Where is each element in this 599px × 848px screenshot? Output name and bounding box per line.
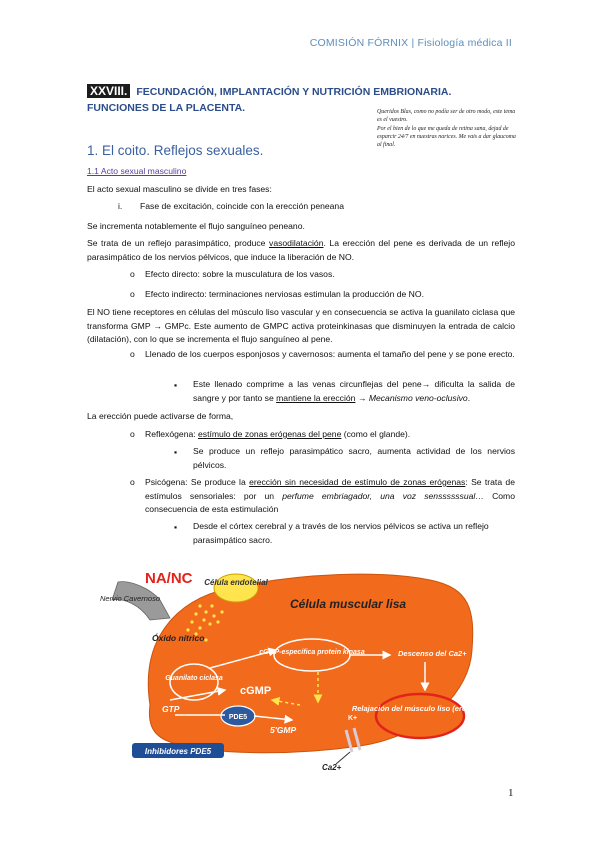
na-nc-label: NA/NC (145, 570, 193, 587)
bullet-indirect-effect: Efecto indirecto: terminaciones nerviosas estimulan la producción de NO. (145, 289, 424, 299)
bullet-psychogenic: Psicógena: Se produce la erección sin necesidad de estímulo de zonas erógenas: Se trata de estímulos sensoriales: por un perfume embriagador, una voz senssssssual… Como consecuencia de esta estimulación (145, 477, 515, 514)
page-number: 1 (508, 787, 514, 799)
relaxation-box (376, 694, 464, 738)
section-title: 1. El coito. Reflejos sexuales. (87, 143, 264, 158)
bullet-icon: o (130, 289, 135, 299)
page-header: COMISIÓN FÓRNIX | Fisiología médica II (309, 37, 512, 49)
inhibitors-label: Inhibidores PDE5 (144, 747, 212, 756)
bullet-icon: o (130, 269, 135, 279)
paragraph-intro: El acto sexual masculino se divide en tres fases: (87, 184, 272, 194)
paragraph-activation: La erección puede activarse de forma, (87, 411, 234, 421)
paragraph-reflex: Se trata de un reflejo parasimpático, produce vasodilatación. La erección del pene es derivada de un reflejo parasimpático de los nervios pélvicos, que induce la liberación de NO. (87, 238, 515, 262)
muscle-cell-title: Célula muscular lisa (290, 597, 407, 611)
underline-vasodilatacion: vasodilatación (269, 238, 324, 248)
ca-arrow (336, 752, 350, 764)
subbullet-veno-occlusive: Este llenado comprime a las venas circunflejas del pene→ dificulta la salida de sangre y por tanto se mantiene la erección → Mecanismo veno-oclusivo. (193, 379, 515, 403)
subbullet-cortex: Desde el córtex cerebral y a través de los nervios pélvicos se activa un reflejo parasimpático sacro. (193, 521, 489, 545)
underline-mantiene: mantiene la erección (276, 392, 356, 403)
bullet-icon: o (130, 477, 135, 487)
bullet-reflexogenic: Reflexógena: estímulo de zonas erógenas del pene (como el glande). (145, 429, 411, 439)
guanylate-label: Guanilato ciclasa (165, 675, 223, 682)
square-bullet-icon: ▪ (174, 380, 178, 390)
gmp5-label: 5'GMP (270, 725, 297, 735)
relaxation-label: Relajación del músculo liso (erección) (351, 704, 489, 713)
gtp-label: GTP (162, 704, 180, 714)
cgmp-label: cGMP (240, 685, 272, 697)
paragraph-flow: Se incrementa notablemente el flujo sanguíneo peneano. (87, 221, 305, 231)
side-note-line1: Queridos Blas, como no podía ser de otro modo, este tema es el vuestro. (377, 109, 516, 124)
item-i-number: i. (118, 201, 123, 211)
paragraph-no-receptors: El NO tiene receptores en células del músculo liso vascular y en consecuencia se activa la guanilato ciclasa que transforma GMP → GMPc. Este aumento de GMPC activa proteinkinasas que disminuyen la entrada de calcio (dilatación), con lo que se incrementa el flujo sanguíneo al pene. (87, 307, 515, 344)
subsection-title: 1.1 Acto sexual masculino (87, 166, 187, 176)
subbullet-sacral-reflex: Se produce un reflejo parasimpático sacro, aumenta actividad de los nervios pélvicos. (193, 446, 515, 470)
bullet-direct-effect: Efecto directo: sobre la musculatura de los vasos. (145, 269, 335, 279)
chapter-number: XXVIII. (87, 84, 130, 98)
side-note-line2: Por el bien de lo que me queda de retina sana, dejad de esparcir 24/7 en nuestras narices. Me vais a dar glaucoma al final. (377, 125, 516, 149)
ca-label: Ca2+ (322, 763, 342, 772)
chapter-title: FECUNDACIÓN, IMPLANTACIÓN Y NUTRICIÓN EMBRIONARIA. FUNCIONES DE LA PLACENTA. (87, 86, 452, 114)
k-label: K+ (348, 715, 358, 722)
bullet-icon: o (130, 349, 135, 359)
square-bullet-icon: ▪ (174, 447, 178, 457)
pk-label: cGMP-específica protein kinasa (259, 649, 365, 656)
bullet-filling: Llenado de los cuerpos esponjosos y cavernosos: aumenta el tamaño del pene y se pone erecto. (145, 349, 515, 359)
underline-no-stimulus: erección sin necesidad de estímulo de zonas erógenas (249, 477, 466, 487)
underline-erogenous: estímulo de zonas erógenas del pene (198, 429, 342, 439)
bullet-icon: o (130, 429, 135, 439)
no-label: Óxido nítrico (152, 633, 205, 643)
ca-descent-label: Descenso del Ca2+ (398, 649, 467, 658)
square-bullet-icon: ▪ (174, 522, 178, 532)
item-i: Fase de excitación, coincide con la erección peneana (140, 201, 344, 211)
guanylate-cyclase (170, 664, 218, 700)
pde5-label: PDE5 (228, 714, 248, 721)
nerve-label: Nervio Cavernoso (100, 594, 161, 603)
endothelial-label: Célula endotelial (204, 578, 268, 587)
